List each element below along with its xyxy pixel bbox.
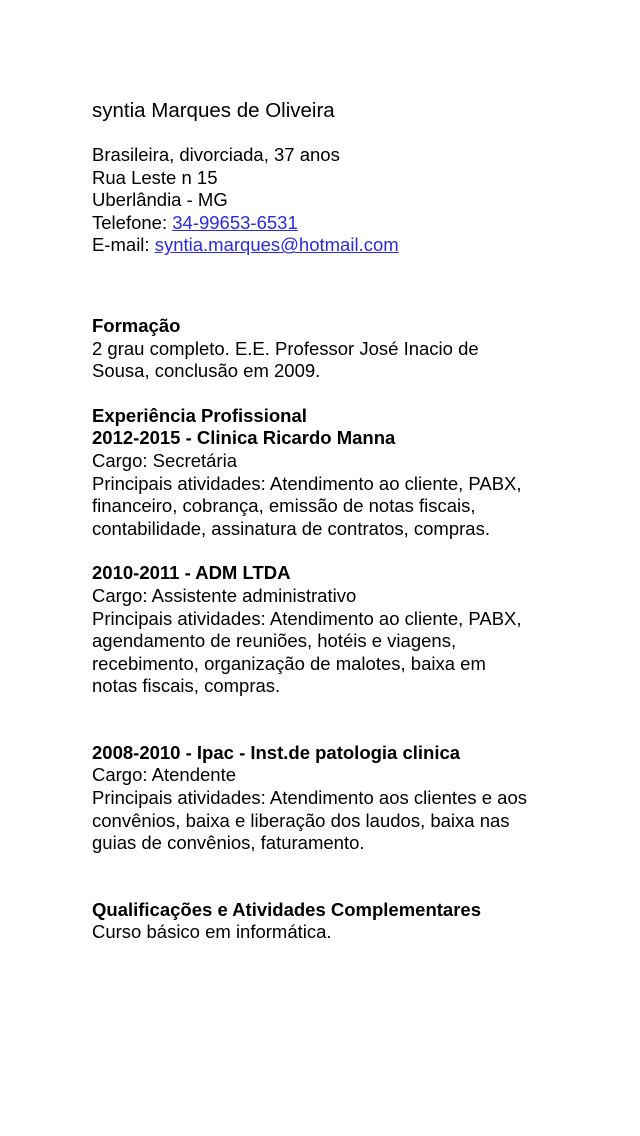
- job-description-line: Principais atividades: Atendimento ao cliente, PABX,: [92, 607, 522, 629]
- phone-link[interactable]: 34-99653-6531: [172, 211, 298, 233]
- job-description-line: contabilidade, assinatura de contratos, compras.: [92, 517, 490, 539]
- education-line: Sousa, conclusão em 2009.: [92, 360, 321, 382]
- candidate-name: syntia Marques de Oliveira: [92, 99, 335, 122]
- experience-title: Experiência Profissional: [92, 404, 307, 426]
- email-label: E-mail:: [92, 234, 155, 256]
- job-description-line: convênios, baixa e liberação dos laudos, baixa nas: [92, 809, 510, 831]
- qualifications-line: Curso básico em informática.: [92, 921, 332, 943]
- personal-info: Brasileira, divorciada, 37 anos: [92, 144, 340, 165]
- education-line: 2 grau completo. E.E. Professor José Inacio de: [92, 337, 479, 359]
- job-description-line: notas fiscais, compras.: [92, 675, 281, 697]
- qualifications-title: Qualificações e Atividades Complementares: [92, 898, 481, 920]
- education-section: [92, 315, 592, 383]
- job-description-line: financeiro, cobrança, emissão de notas fiscais,: [92, 495, 476, 517]
- job-description-line: Principais atividades: Atendimento ao cliente, PABX,: [92, 472, 522, 494]
- job-entry: [92, 427, 592, 540]
- qualifications-section: [92, 899, 592, 944]
- job-entry: [92, 562, 592, 698]
- job-role: Cargo: Assistente administrativo: [92, 584, 357, 606]
- job-description-line: Principais atividades: Atendimento aos clientes e aos: [92, 787, 528, 809]
- job-heading: 2012-2015 - Clinica Ricardo Manna: [92, 427, 396, 449]
- job-heading: 2008-2010 - Ipac - Inst.de patologia clinica: [92, 741, 461, 763]
- education-title: Formação: [92, 314, 181, 336]
- phone-line: [92, 212, 592, 235]
- job-role: Cargo: Secretária: [92, 449, 237, 471]
- email-line: [92, 234, 592, 257]
- contact-block: [92, 144, 592, 257]
- phone-label: Telefone:: [92, 211, 173, 233]
- job-description-line: guias de convênios, faturamento.: [92, 832, 365, 854]
- city-line: Uberlândia - MG: [92, 189, 228, 211]
- job-heading: 2010-2011 - ADM LTDA: [92, 562, 291, 584]
- job-role: Cargo: Atendente: [92, 764, 236, 786]
- job-description-line: recebimento, organização de malotes, baixa em: [92, 652, 486, 674]
- experience-section: [92, 405, 592, 855]
- address-line: Rua Leste n 15: [92, 166, 218, 188]
- email-link[interactable]: syntia.marques@hotmail.com: [154, 234, 399, 256]
- job-description-line: agendamento de reuniões, hotéis e viagens,: [92, 630, 457, 652]
- resume-document: [92, 98, 592, 944]
- job-entry: [92, 742, 592, 855]
